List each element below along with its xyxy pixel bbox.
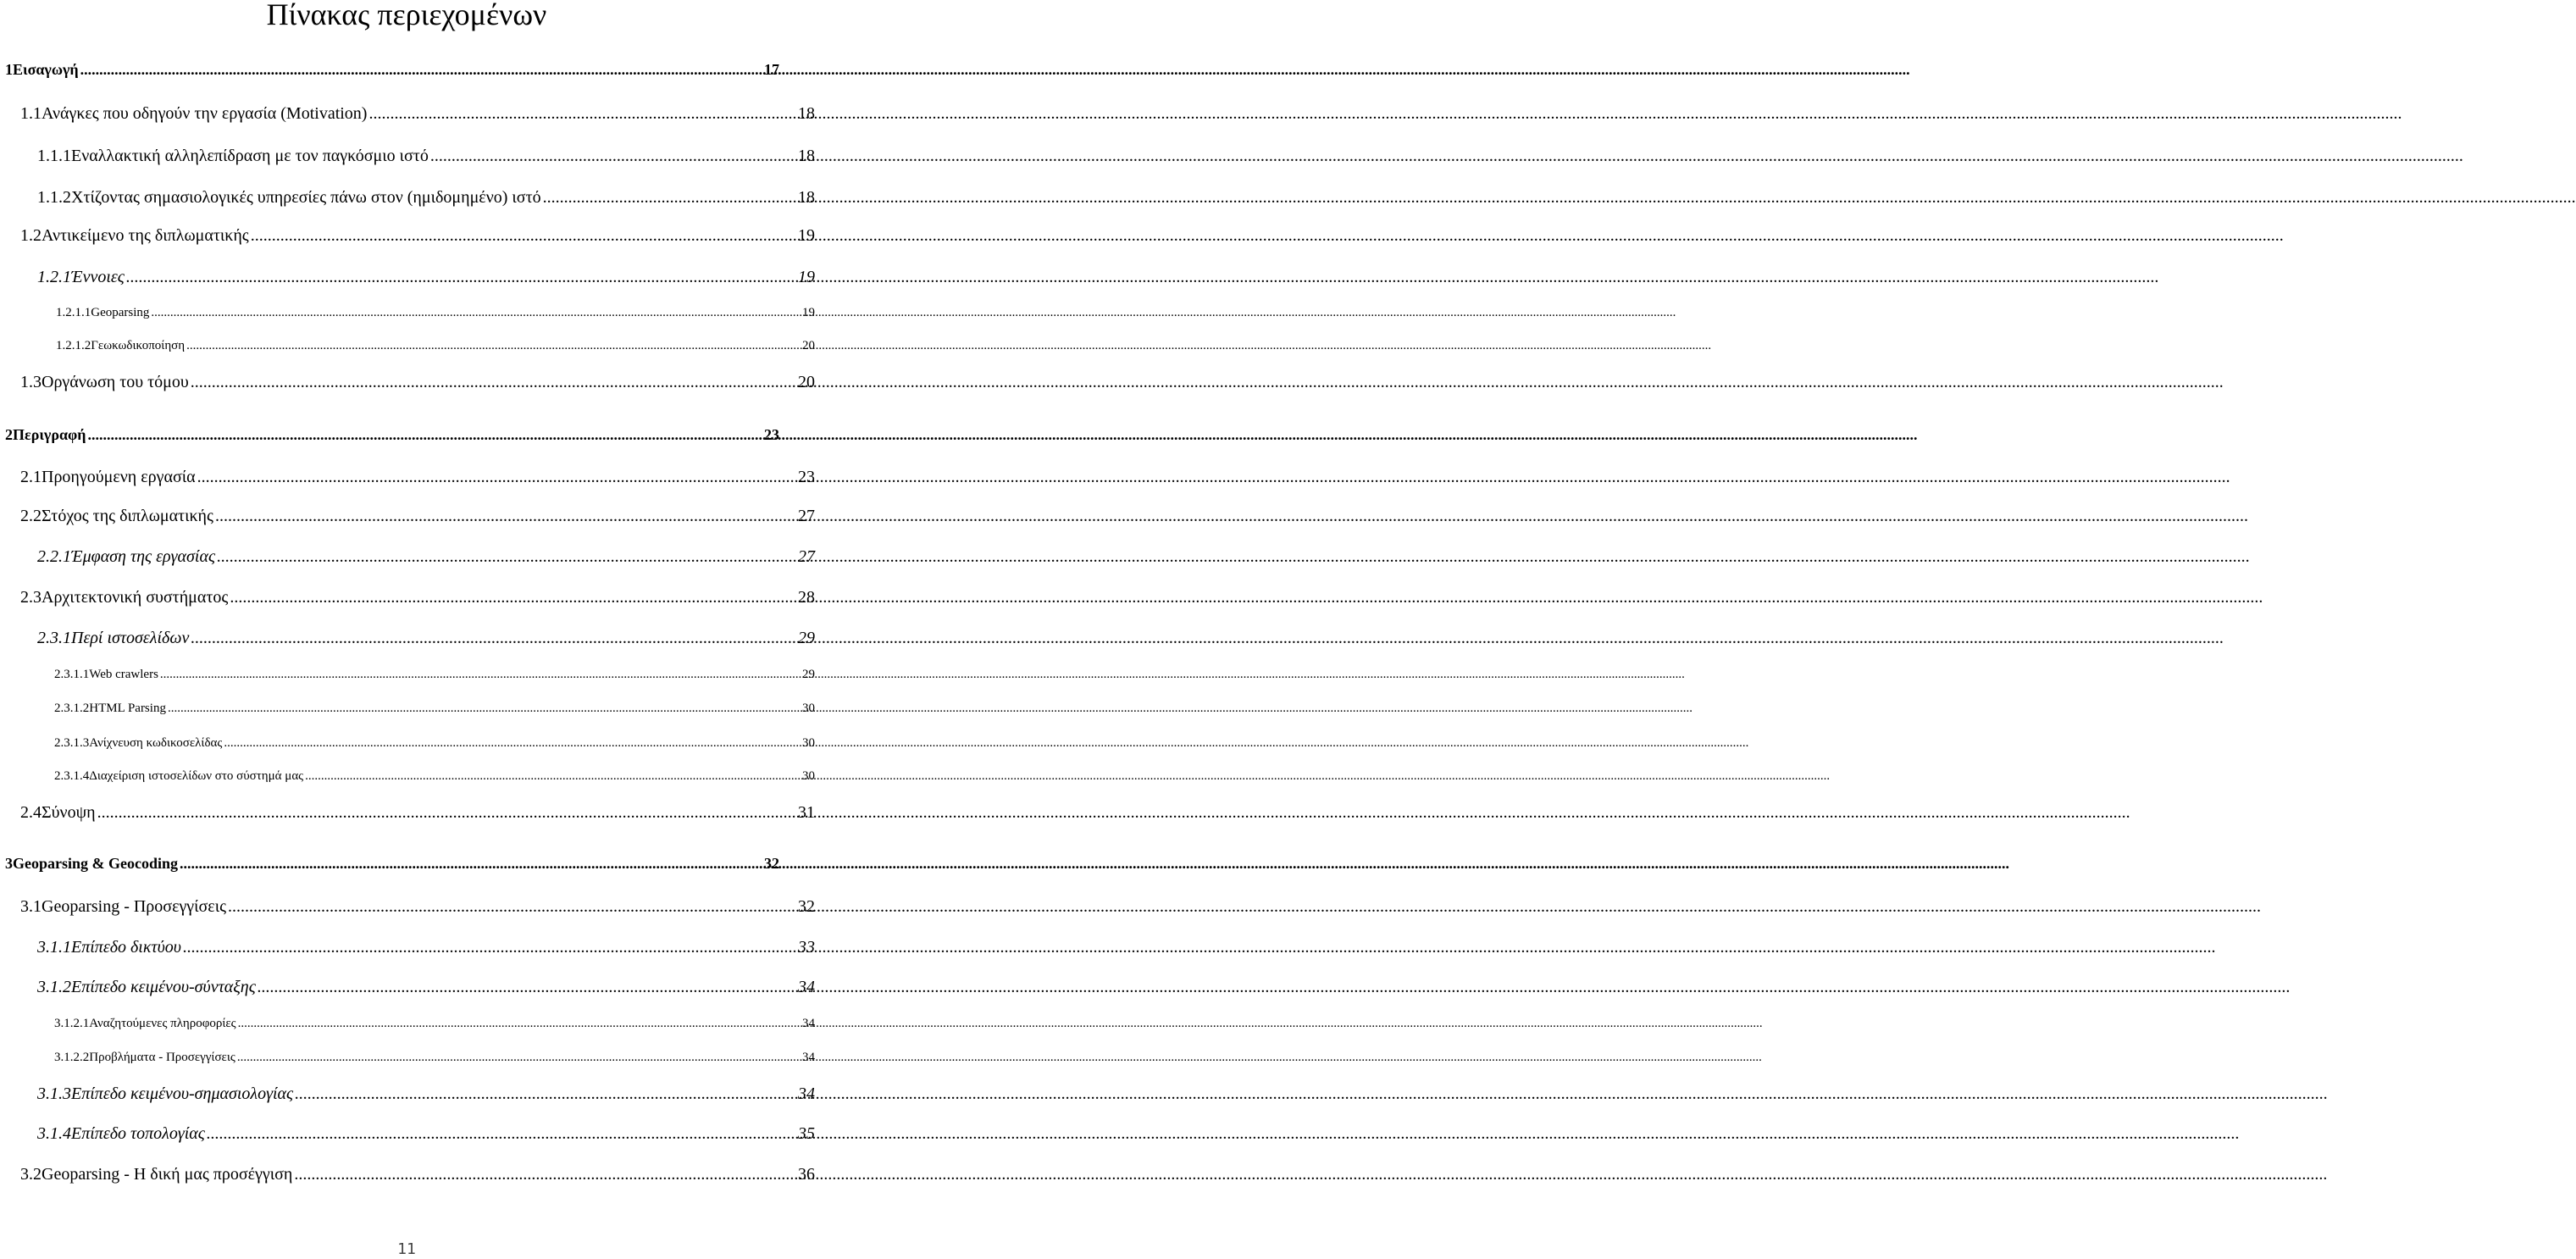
toc-entry[interactable]	[37, 938, 815, 957]
toc-entry[interactable]	[56, 339, 815, 353]
toc-entry[interactable]	[5, 61, 779, 79]
toc-number: 2.3	[20, 588, 42, 607]
toc-page: 29	[798, 629, 815, 647]
toc-number: 1	[5, 61, 13, 78]
toc-page: 30	[802, 702, 815, 715]
toc-number: 2.3.1.2	[54, 702, 90, 715]
toc-text: Geoparsing - Η δική μας προσέγγιση	[42, 1165, 293, 1184]
toc-text: Geoparsing	[91, 306, 150, 319]
toc-page: 35	[798, 1124, 815, 1143]
toc-number: 1.1.2	[37, 188, 71, 207]
toc-entry[interactable]	[20, 373, 815, 392]
toc-entry[interactable]	[37, 1084, 815, 1104]
toc-entry[interactable]	[54, 769, 815, 784]
toc-number: 3.1.2	[37, 978, 71, 996]
toc-text: Έμφαση της εργασίας	[71, 547, 216, 566]
toc-text: Προηγούμενη εργασία	[42, 468, 196, 486]
toc-text: Αντικείμενο της διπλωματικής	[42, 226, 249, 245]
toc-number: 3.2	[20, 1165, 42, 1184]
toc-entry[interactable]	[54, 702, 815, 716]
toc-entry[interactable]	[20, 588, 815, 607]
toc-number: 1.1	[20, 104, 42, 123]
toc-text: Χτίζοντας σημασιολογικές υπηρεσίες πάνω στον (ημιδομημένο) ιστό	[71, 188, 541, 207]
toc-entry[interactable]	[37, 268, 815, 287]
toc-text: Geoparsing - Προσεγγίσεις	[42, 897, 226, 916]
toc-page: 19	[798, 268, 815, 286]
toc-entry[interactable]	[54, 1051, 815, 1065]
toc-leader	[237, 1051, 800, 1065]
page-number: 11	[397, 1240, 416, 1258]
toc-leader	[191, 629, 796, 648]
toc-text: Αρχιτεκτονική συστήματος	[42, 588, 229, 607]
toc-entry[interactable]	[20, 803, 815, 823]
toc-entry[interactable]	[20, 897, 815, 917]
toc-leader	[160, 668, 800, 682]
toc-text: Ανάγκες που οδηγούν την εργασία (Motivation)	[42, 104, 368, 123]
toc-number: 3.1.2.1	[54, 1017, 90, 1030]
toc-leader	[215, 507, 796, 526]
toc-entry[interactable]	[54, 668, 815, 682]
toc-page: 18	[798, 147, 815, 165]
toc-page: 23	[764, 426, 779, 443]
toc-page: 20	[802, 339, 815, 352]
toc-leader	[207, 1124, 796, 1144]
toc-number: 2.2	[20, 507, 42, 525]
toc-leader	[224, 736, 800, 751]
toc-number: 3.1.1	[37, 938, 71, 957]
toc-text: Εναλλακτική αλληλεπίδραση με τον παγκόσμιο ιστό	[71, 147, 429, 165]
toc-number: 1.3	[20, 373, 42, 391]
toc-page: 27	[798, 507, 815, 525]
toc-text: Γεωκωδικοποίηση	[91, 339, 186, 352]
toc-number: 2.2.1	[37, 547, 71, 566]
toc-entry[interactable]	[20, 1165, 815, 1184]
toc-leader	[238, 1017, 800, 1031]
toc-leader	[305, 769, 800, 784]
toc-page: 34	[802, 1051, 815, 1064]
toc-text: Επίπεδο κειμένου-σημασιολογίας	[71, 1084, 294, 1103]
toc-page: 19	[802, 306, 815, 319]
page-title: Πίνακας περιεχομένων	[266, 0, 547, 31]
toc-number: 2.3.1	[37, 629, 71, 647]
toc-entry[interactable]	[54, 1017, 815, 1031]
toc-number: 1.2.1	[37, 268, 71, 286]
toc-leader	[230, 588, 796, 607]
toc-text: Geoparsing & Geocoding	[13, 855, 179, 872]
toc-text: Περιγραφή	[13, 426, 86, 443]
toc-leader	[180, 855, 762, 873]
toc-leader	[186, 339, 800, 353]
toc-leader	[543, 188, 796, 208]
toc-text: Έννοιες	[71, 268, 125, 286]
toc-number: 2	[5, 426, 13, 443]
toc-entry[interactable]	[5, 426, 779, 444]
toc-leader	[228, 897, 796, 917]
toc-page: 32	[764, 855, 779, 872]
toc-leader	[97, 803, 796, 823]
toc-page: 28	[798, 588, 815, 607]
toc-text: Επίπεδο κειμένου-σύνταξης	[71, 978, 256, 996]
toc-number: 2.3.1.1	[54, 668, 90, 681]
toc-entry[interactable]	[37, 547, 815, 567]
toc-page: 23	[798, 468, 815, 486]
toc-entry[interactable]	[37, 1124, 815, 1144]
toc-entry[interactable]	[37, 147, 815, 166]
toc-page: 33	[798, 938, 815, 957]
toc-page: 17	[764, 61, 779, 78]
toc-page: 30	[802, 769, 815, 783]
toc-number: 1.2	[20, 226, 42, 245]
toc-number: 2.1	[20, 468, 42, 486]
toc-leader	[168, 702, 800, 716]
toc-page: 19	[798, 226, 815, 245]
toc-leader	[295, 1084, 796, 1104]
toc-leader	[368, 104, 796, 124]
toc-page: 34	[802, 1017, 815, 1030]
toc-number: 1.2.1.1	[56, 306, 91, 319]
toc-page: 30	[802, 736, 815, 750]
toc-leader	[183, 938, 796, 957]
toc-text: Web crawlers	[89, 668, 158, 681]
toc-number: 2.3.1.3	[54, 736, 90, 750]
toc-text: Εισαγωγή	[13, 61, 79, 78]
toc-leader	[258, 978, 796, 997]
toc-entry[interactable]	[20, 468, 815, 487]
toc-page: 34	[798, 1084, 815, 1103]
toc-page: 36	[798, 1165, 815, 1184]
toc-page: 31	[798, 803, 815, 822]
toc-number: 3.1.3	[37, 1084, 71, 1103]
toc-leader	[251, 226, 796, 246]
toc-leader	[430, 147, 796, 166]
toc-page: 29	[802, 668, 815, 681]
toc-page: 27	[798, 547, 815, 566]
toc-leader	[191, 373, 796, 392]
toc-leader	[87, 426, 762, 444]
toc-text: Στόχος της διπλωματικής	[42, 507, 213, 525]
toc-text: Ανίχνευση κωδικοσελίδας	[89, 736, 223, 750]
toc-number: 1.2.1.2	[56, 339, 91, 352]
toc-number: 3	[5, 855, 13, 872]
toc-leader	[80, 61, 762, 79]
toc-number: 2.4	[20, 803, 42, 822]
toc-leader	[151, 306, 800, 320]
toc-entry[interactable]	[37, 188, 815, 208]
toc-entry[interactable]	[37, 978, 815, 997]
toc-entry[interactable]	[20, 104, 815, 124]
toc-entry[interactable]	[5, 855, 779, 873]
toc-text: Περί ιστοσελίδων	[71, 629, 190, 647]
toc-text: Διαχείριση ιστοσελίδων στο σύστημά μας	[89, 769, 304, 783]
toc-page: 20	[798, 373, 815, 391]
toc-page: 18	[798, 104, 815, 123]
toc-entry[interactable]	[20, 507, 815, 526]
toc-number: 2.3.1.4	[54, 769, 90, 783]
toc-page: 34	[798, 978, 815, 996]
toc-text: Επίπεδο δικτύου	[71, 938, 181, 957]
toc-text: Αναζητούμενες πληροφορίες	[89, 1017, 236, 1030]
toc-leader	[197, 468, 796, 487]
toc-page: 18	[798, 188, 815, 207]
toc-leader	[126, 268, 796, 287]
toc-text: Επίπεδο τοπολογίας	[71, 1124, 205, 1143]
toc-leader	[294, 1165, 796, 1184]
toc-text: Οργάνωση του τόμου	[42, 373, 189, 391]
toc-entry[interactable]	[20, 226, 815, 246]
toc-text: Προβλήματα - Προσεγγίσεις	[89, 1051, 235, 1064]
toc-page: 32	[798, 897, 815, 916]
toc-number: 3.1.2.2	[54, 1051, 90, 1064]
toc-number: 3.1	[20, 897, 42, 916]
toc-leader	[217, 547, 796, 567]
toc-text: Σύνοψη	[42, 803, 96, 822]
toc-entry[interactable]	[56, 306, 815, 320]
toc-number: 3.1.4	[37, 1124, 71, 1143]
toc-entry[interactable]	[37, 629, 815, 648]
toc-entry[interactable]	[54, 736, 815, 751]
toc-text: HTML Parsing	[89, 702, 166, 715]
toc-number: 1.1.1	[37, 147, 71, 165]
